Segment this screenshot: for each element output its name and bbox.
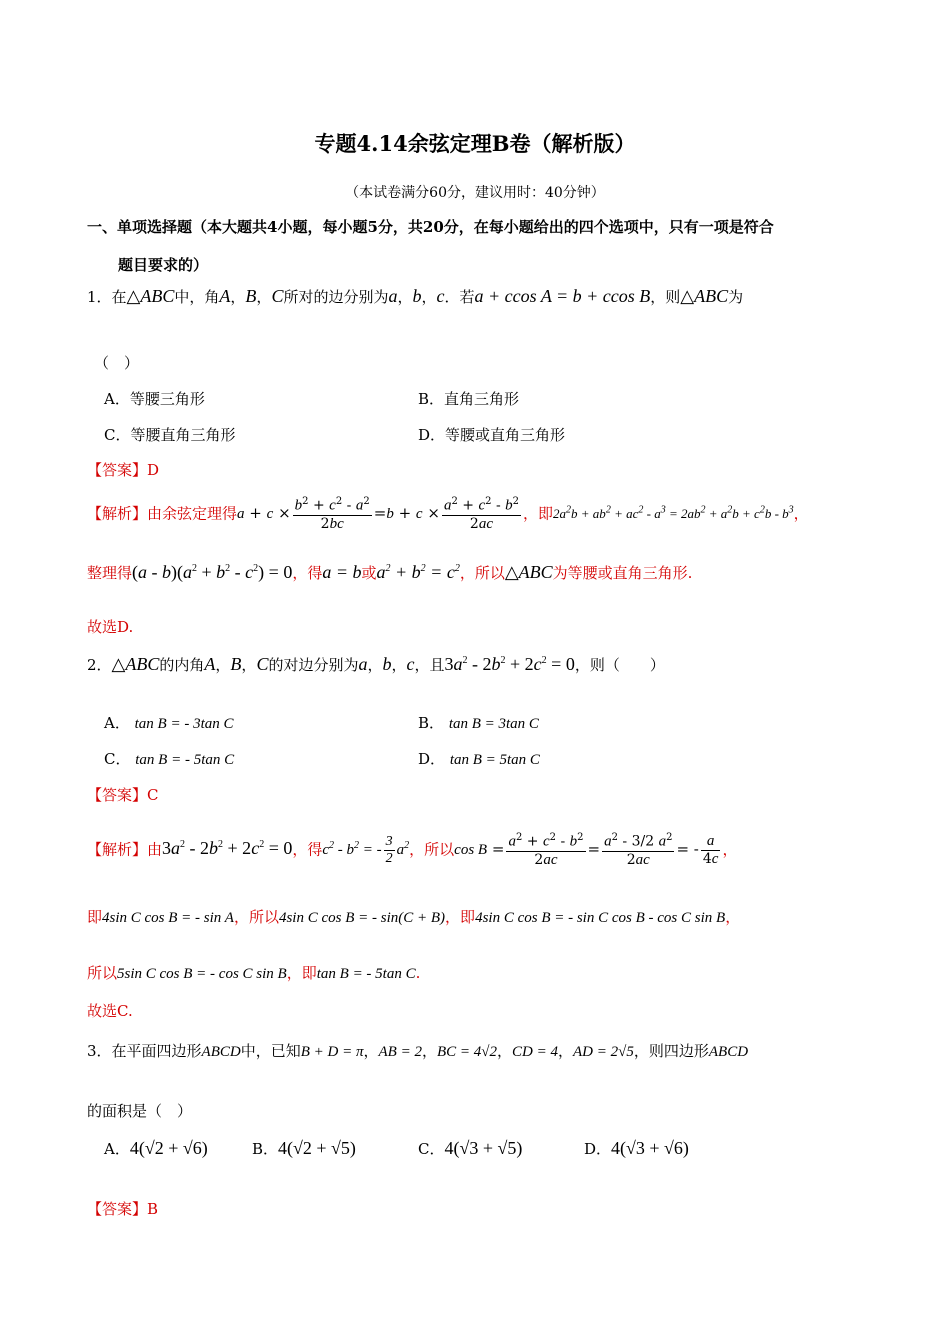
q1-formula: a + ccos A = b + ccos B [474, 286, 651, 306]
question-2-stem: 2．△ABC的内角A，B，C的对边分别为a，b，c，且$3a^2 - 2b^2 + 2c^2 = 0$，则（ ） [87, 654, 665, 674]
q3-option-d: D．4(√3 + √6) [584, 1138, 689, 1158]
q3-answer: 【答案】B [87, 1200, 159, 1218]
q1-option-d: D．等腰或直角三角形 [418, 426, 566, 444]
q1-option-a: A．等腰三角形 [104, 390, 205, 408]
triangle-abc: △ABC [126, 286, 175, 306]
q3-option-c: C．4(√3 + √5) [418, 1138, 523, 1158]
q2-option-b: B． tan B = 3tan C [418, 714, 539, 732]
q2-explanation-line2: 即4sin C cos B = - sin A，所以4sin C cos B = - sin(C + B)，即4sin C cos B = - sin C cos B - cos C sin B， [87, 908, 741, 926]
document-subtitle: （本试卷满分60分，建议用时：40分钟） [345, 185, 605, 201]
q2-conclusion: 故选C. [87, 1002, 133, 1020]
section-heading-line1: 一、单项选择题（本大题共4小题，每小题5分，共20分，在每小题给出的四个选项中，只有一项是符合 [87, 218, 774, 236]
q2-option-d: D． tan B = 5tan C [418, 750, 540, 768]
section-heading-line2: 题目要求的） [118, 256, 209, 274]
question-1-stem: 1．在△ABC中，角A，B，C所对的边分别为a，b，c．若a + ccos A = b + ccos B，则△ABC为 [87, 286, 744, 306]
q1-option-c: C．等腰直角三角形 [104, 426, 236, 444]
q1-answer: 【答案】D [87, 461, 160, 479]
q3-option-a: A．4(√2 + √6) [104, 1138, 208, 1158]
q1-explanation-line1: 【解析】由余弦定理得a + c × $\frac{b^2 + c^2 - a^2}{2bc}$ =b + c × $\frac{a^2 + c^2 - b^2}{2ac}$ ，即$2a^2b + ab^2 + ac^2 - a^3 = 2ab^2 + a^2b + c^2b - b^3$， [87, 496, 809, 532]
document-title: 专题4.14余弦定理B卷（解析版） [314, 131, 636, 156]
question-3-stem-cont: 的面积是（ ） [87, 1102, 193, 1120]
q3-option-b: B．4(√2 + √5) [252, 1138, 356, 1158]
q1-explanation-line2: 整理得$(a - b)(a^2 + b^2 - c^2) = 0$，得a = b或$a^2 + b^2 = c^2$，所以△ABC为等腰或直角三角形. [87, 562, 693, 582]
q1-conclusion: 故选D. [87, 618, 134, 636]
q2-explanation-line1: 【解析】由$3a^2 - 2b^2 + 2c^2 = 0$，得$c^2 - b^2$ = - $\frac{3}{2}$ $a^2$，所以cos B = $\frac{a^2 + c^2 - b^2}{2ac}$ = $\frac{a^2 - 3/2 a^2}{2ac}$ = - $\frac{a}{4c}$ ， [87, 832, 738, 868]
q2-option-c: C． tan B = - 5tan C [104, 750, 235, 768]
question-3-stem: 3．在平面四边形ABCD中，已知B + D = π，AB = 2，BC = 4√2，CD = 4，AD = 2√5，则四边形ABCD [87, 1042, 749, 1060]
q2-option-a: A． tan B = - 3tan C [104, 714, 234, 732]
q2-answer: 【答案】C [87, 786, 159, 804]
question-1-blank: （ ） [94, 354, 140, 372]
q1-option-b: B．直角三角形 [418, 390, 520, 408]
q2-explanation-line3: 所以5sin C cos B = - cos C sin B，即tan B = - 5tan C. [87, 964, 421, 982]
